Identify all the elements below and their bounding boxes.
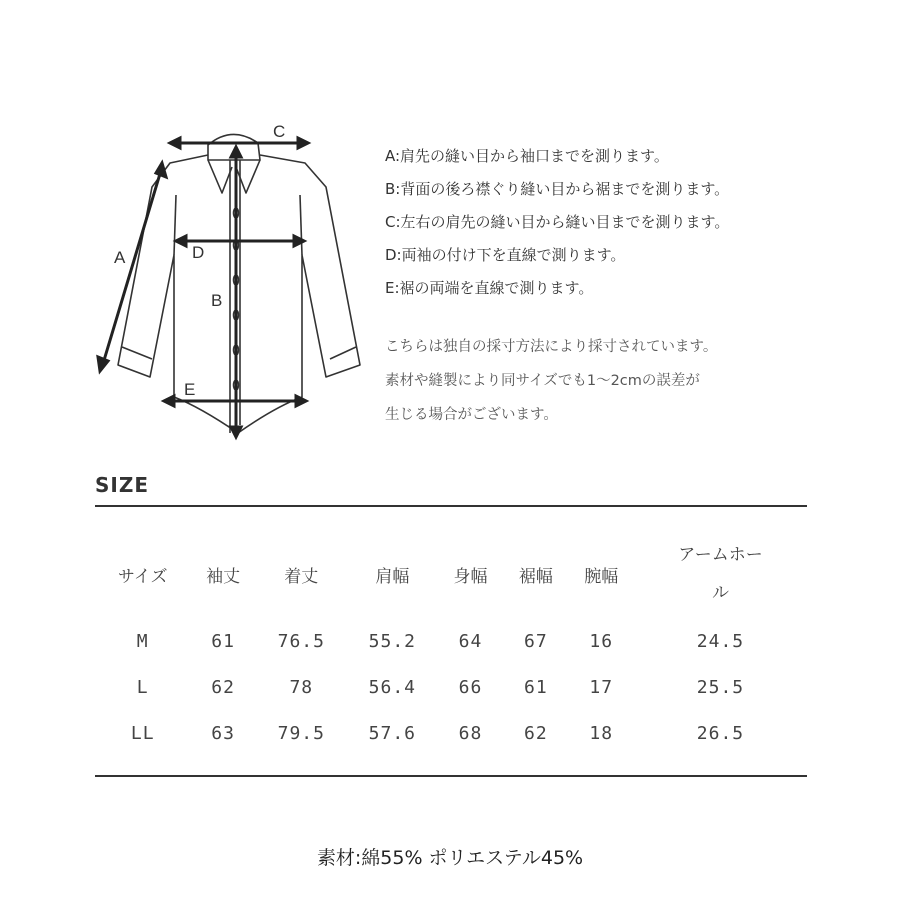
cell: 68	[458, 722, 483, 744]
note-e: E:裾の両端を直線で測ります。	[385, 279, 594, 297]
cell: 62	[524, 722, 548, 744]
label-b: B	[211, 291, 223, 310]
cell: 24.5	[696, 630, 745, 652]
header-shoulder-width: 肩幅	[375, 566, 410, 587]
shirt-illustration	[90, 115, 370, 445]
header-armhole-text: アームホール	[678, 545, 763, 603]
measurement-notes	[385, 140, 865, 432]
header-armhole	[634, 530, 807, 618]
header-body-length: 着丈	[284, 566, 319, 587]
table-row	[95, 710, 807, 756]
arrow-d-head-right	[294, 236, 304, 246]
arrow-c-head-left	[170, 138, 180, 148]
label-d: D	[192, 243, 205, 262]
remark-line-1: こちらは独自の採寸方法により採寸されています。	[385, 339, 718, 355]
cell: 66	[458, 676, 483, 698]
table-row	[95, 664, 807, 710]
cell: 25.5	[696, 676, 745, 698]
cell: 17	[589, 676, 614, 698]
cell: 67	[524, 630, 548, 652]
note-d: D:両袖の付け下を直線で測ります。	[385, 246, 626, 264]
cell: 64	[458, 630, 483, 652]
cell: 57.6	[368, 722, 416, 744]
arrow-d-head-left	[176, 236, 186, 246]
measurement-diagram	[90, 115, 370, 445]
note-c: C:左右の肩先の縫い目から縫い目までを測ります。	[385, 213, 730, 231]
cell: 76.5	[277, 630, 325, 652]
cell: 61	[524, 676, 548, 698]
cell: 63	[211, 722, 235, 744]
arrow-a-head-top	[156, 163, 166, 177]
label-e: E	[184, 380, 196, 399]
arrow-a	[102, 167, 162, 367]
header-size: サイズ	[117, 566, 168, 587]
remark-line-2: 素材や縫製により同サイズでも1〜2cmの誤差が	[385, 373, 700, 389]
note-a: A:肩先の縫い目から袖口までを測ります。	[385, 147, 669, 165]
cell: 79.5	[277, 722, 325, 744]
cell: 55.2	[368, 630, 416, 652]
label-c: C	[273, 122, 286, 141]
size-l: L	[136, 676, 149, 698]
size-bottom-divider	[95, 775, 807, 777]
cell: 26.5	[696, 722, 745, 744]
cell: 56.4	[368, 676, 416, 698]
size-ll: LL	[130, 722, 155, 744]
arrow-e-head-right	[296, 396, 306, 406]
table-row	[95, 618, 807, 664]
arrow-a-head-bottom	[98, 357, 108, 371]
arrow-b-head-top	[231, 147, 241, 157]
cell: 62	[211, 676, 235, 698]
arrow-b-head-bottom	[231, 427, 241, 437]
material-info: 素材:綿55% ポリエステル45%	[316, 847, 584, 869]
header-hem-width: 裾幅	[518, 566, 553, 587]
note-b: B:背面の後ろ襟ぐり縫い目から裾までを測ります。	[385, 180, 730, 198]
cell: 61	[211, 630, 235, 652]
measurement-remark	[385, 330, 865, 432]
header-sleeve-length: 袖丈	[206, 566, 241, 587]
size-table	[95, 530, 807, 756]
cell: 18	[589, 722, 614, 744]
size-title: SIZE	[95, 473, 150, 497]
label-a: A	[114, 248, 126, 267]
cell: 16	[589, 630, 614, 652]
cell: 78	[289, 676, 314, 698]
header-arm-width: 腕幅	[584, 566, 619, 587]
size-m: M	[136, 630, 149, 652]
arrow-c-head-right	[298, 138, 308, 148]
size-header-row	[95, 530, 807, 618]
header-chest-width: 身幅	[453, 566, 488, 587]
arrow-e-head-left	[164, 396, 174, 406]
size-top-divider	[95, 505, 807, 507]
remark-line-3: 生じる場合がございます。	[385, 407, 558, 423]
